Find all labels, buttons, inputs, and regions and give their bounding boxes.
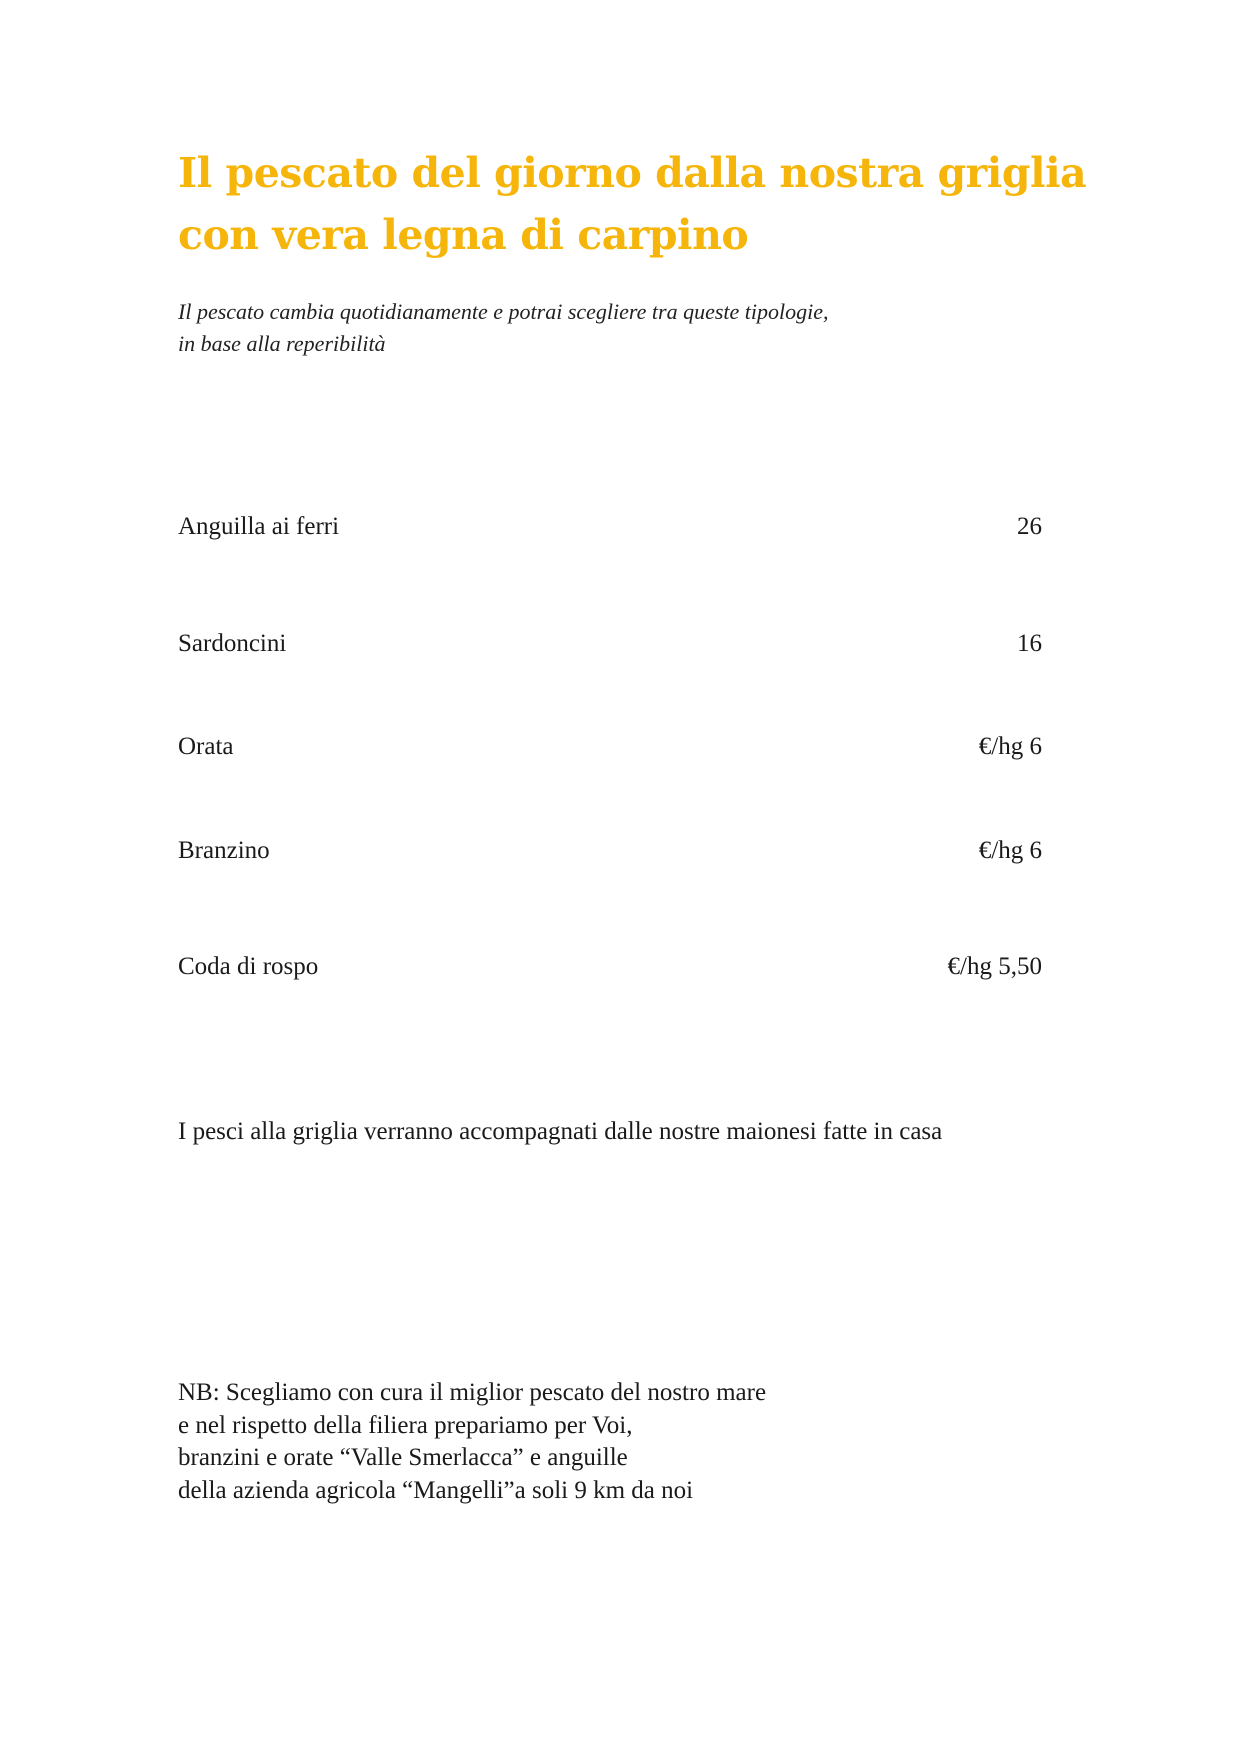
sourcing-note-line-4: della azienda agricola “Mangelli”a soli 9 km da noi [178,1476,694,1504]
page-title [178,142,1158,266]
menu-item-name: Sardoncini [178,630,287,657]
mayonnaise-note: I pesci alla griglia verranno accompagnati dalle nostre maionesi fatte in casa [178,1118,943,1145]
menu-item-name: Branzino [178,837,270,864]
page-title-line-1: Il pescato del giorno dalla nostra griglia [178,149,1087,197]
sourcing-note-line-2: e nel rispetto della filiera prepariamo per Voi, [178,1411,633,1439]
menu-item-branzino [178,833,1042,869]
menu-item-name: Orata [178,733,234,760]
menu-item-name: Anguilla ai ferri [178,513,340,540]
page-subtitle [178,296,1078,360]
page-subtitle-line-1: Il pescato cambia quotidianamente e potrai scegliere tra queste tipologie, [178,299,829,324]
menu-item-price: €/hg 6 [978,837,1042,864]
menu-item-coda-di-rospo [178,949,1042,985]
menu-item-anguilla [178,509,1042,545]
sourcing-note [178,1377,1078,1507]
menu-item-price: 16 [1017,630,1042,657]
menu-item-sardoncini [178,626,1042,662]
menu-item-price: €/hg 5,50 [947,953,1042,980]
sourcing-note-line-3: branzini e orate “Valle Smerlacca” e anguille [178,1444,628,1471]
menu-item-price: €/hg 6 [978,733,1042,760]
menu-item-price: 26 [1017,513,1042,540]
page-subtitle-line-2: in base alla reperibilità [178,331,386,356]
sourcing-note-line-1: NB: Scegliamo con cura il miglior pescato del nostro mare [178,1379,767,1406]
menu-item-name: Coda di rospo [178,953,319,980]
page-title-line-2: con vera legna di carpino [178,211,749,259]
menu-item-orata [178,729,1042,765]
